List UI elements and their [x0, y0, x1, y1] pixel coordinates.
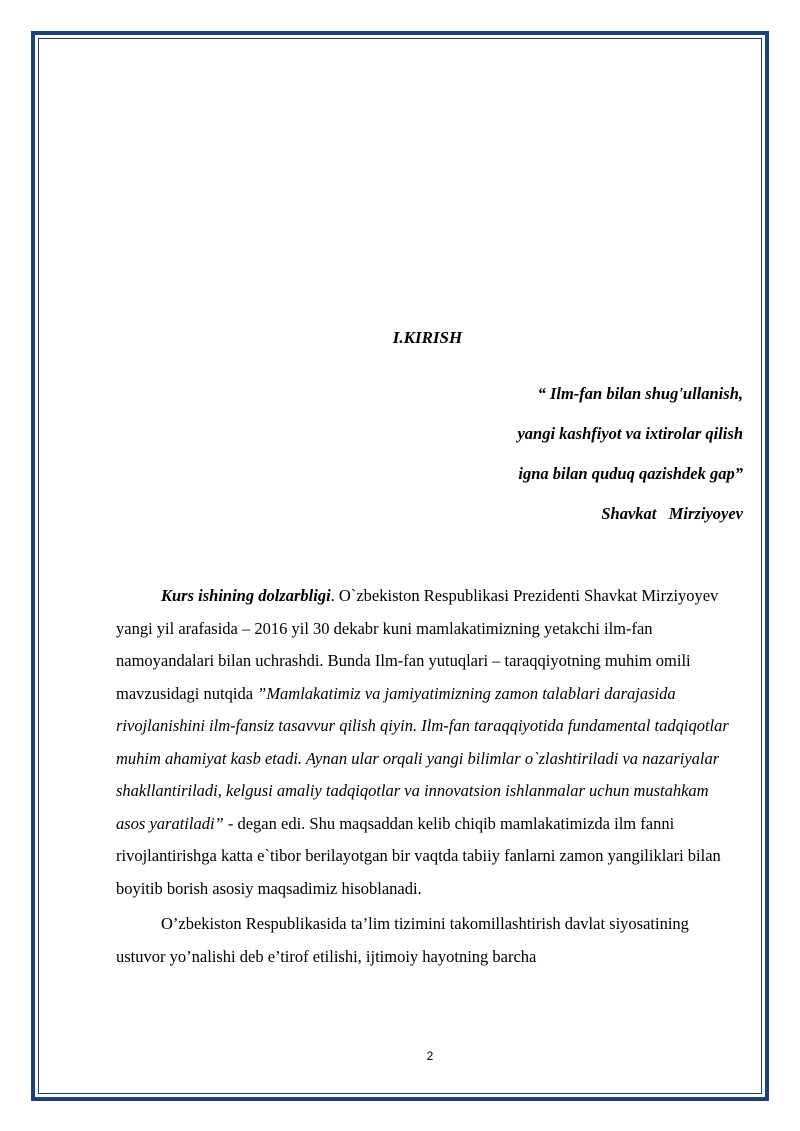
epigraph-line: “ Ilm-fan bilan shug'ullanish,	[537, 384, 743, 403]
epigraph-line: yangi kashfiyot va ixtirolar qilish	[517, 424, 743, 443]
paragraph-text: - degan edi. Shu maqsaddan kelib chiqib mamlakatimizda ilm fanni rivojlantirishga katta e`tibor berilayotgan bir vaqtda tabiiy fanlarni zamon yangiliklari bilan boyitib borish asosiy maqsadimiz hisoblanadi.	[116, 813, 721, 898]
epigraph-author: Shavkat Mirziyoyev	[601, 504, 743, 523]
epigraph-line: igna bilan quduq qazishdek gap”	[518, 464, 743, 483]
paragraph-lead: Kurs ishining dolzarbligi	[161, 586, 331, 605]
president-quote: ”Mamlakatimiz va jamiyatimizning zamon talablari darajasida rivojlanishini ilm-fansiz tasavvur qilish qiyin. Ilm-fan taraqqiyotida fundamental tadqiqotlar muhim ahamiyat kasb etadi. Aynan ular orqali yangi bilimlar o`zlashtiriladi va nazariyalar shakllantiriladi, kelgusi amaliy tadqiqotlar va innovatsion ishlanmalar uchun mustahkam asos yaratiladi”	[116, 683, 729, 833]
paragraph-education	[116, 908, 736, 973]
paragraph-relevance	[116, 580, 736, 905]
section-heading: I.KIRISH	[392, 328, 463, 347]
paragraph-text: . O`zbekiston Respublikasi Prezidenti Shavkat Mirziyoyev yangi yil arafasida – 2016 yil 30 dekabr kuni mamlakatimizning yetakchi ilm-fan namoyandalari bilan uchrashdi. Bunda Ilm-fan yutuqlari – taraqqiyotning muhim omili mavzusidagi nutqida	[116, 586, 719, 703]
body-text	[116, 580, 736, 973]
page-number: 2	[426, 1049, 434, 1063]
epigraph	[517, 374, 743, 534]
paragraph-text: O’zbekiston Respublikasida ta’lim tizimini takomillashtirish davlat siyosatining ustuvor yo’nalishi deb e’tirof etilishi, ijtimoiy hayotning barcha	[116, 914, 689, 966]
